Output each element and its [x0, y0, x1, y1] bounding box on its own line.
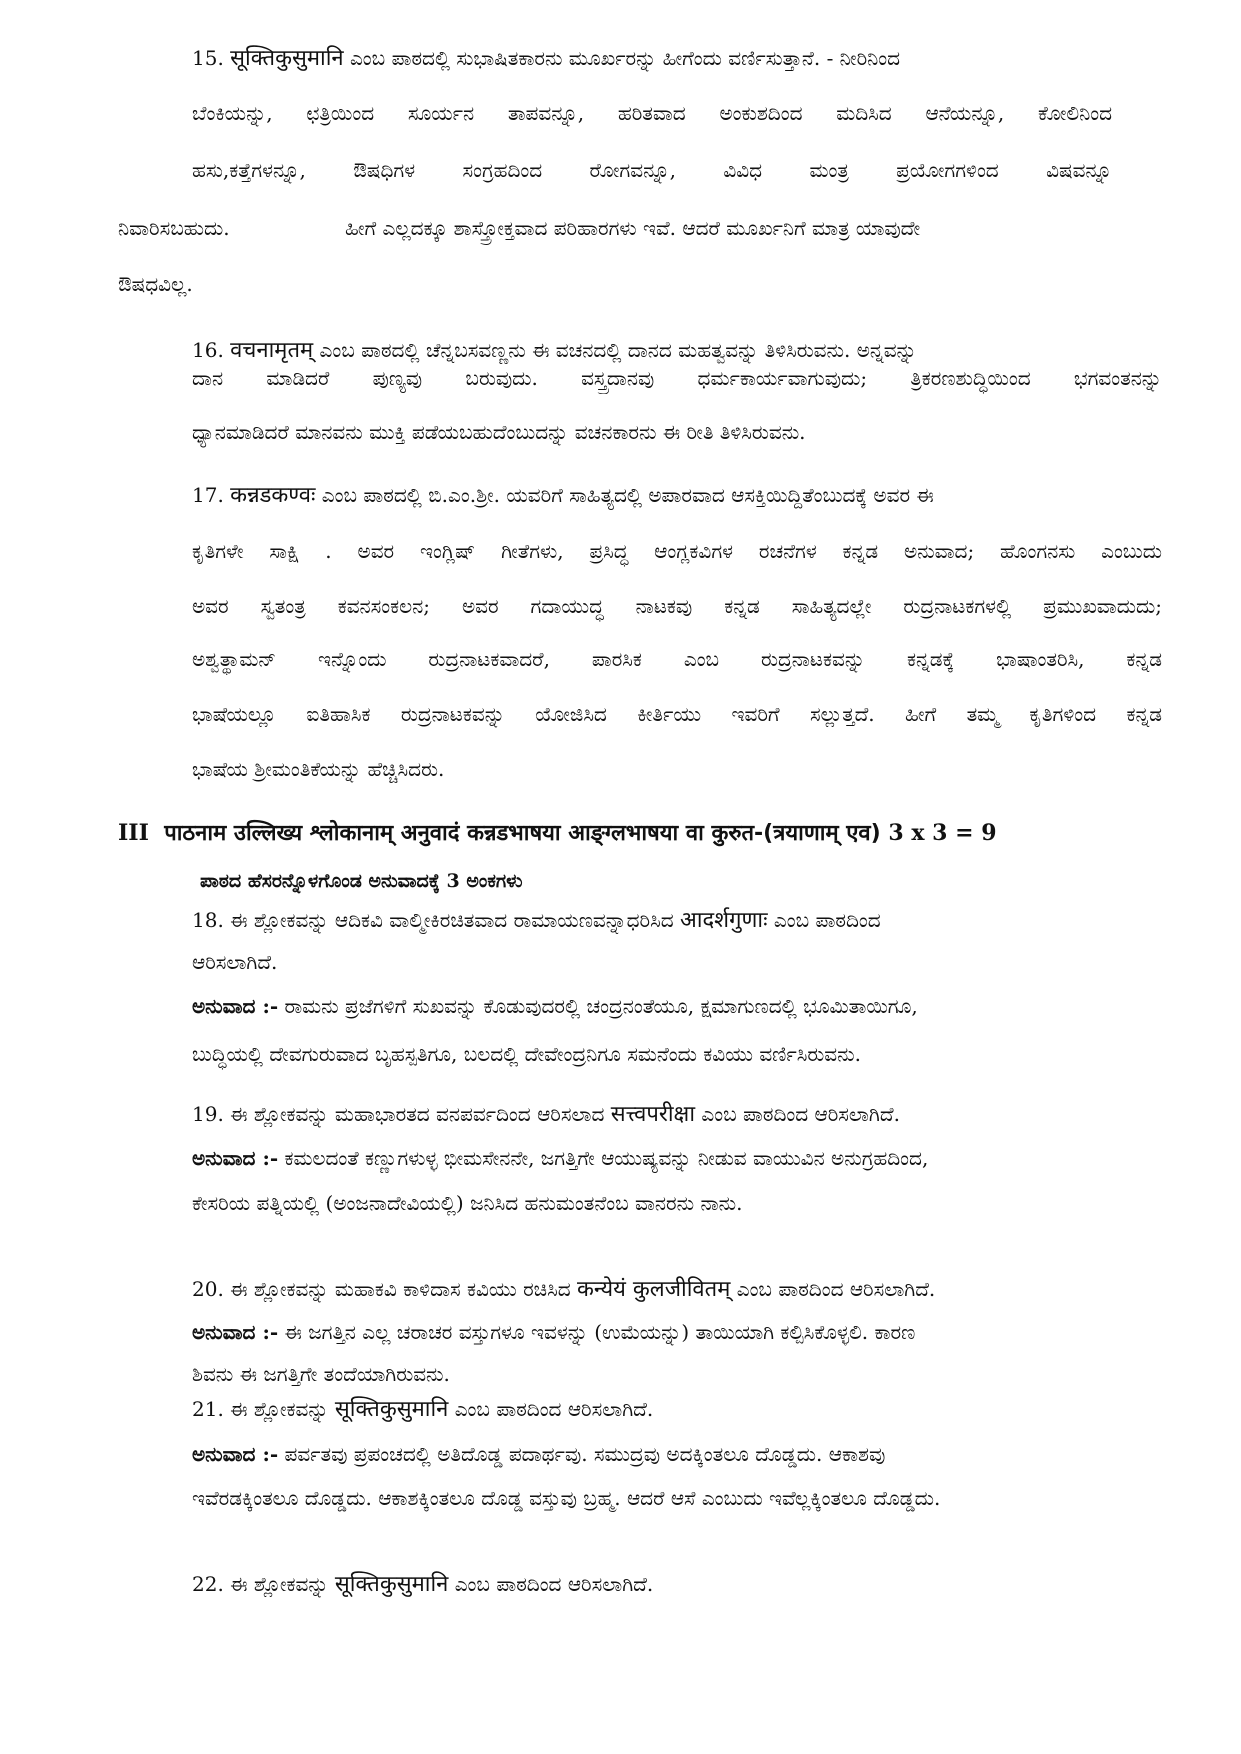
item-17-line-3: ಅವರ ಸ್ವತಂತ್ರ ಕವನಸಂಕಲನ; ಅವರ ಗದಾಯುದ್ಧ ನಾಟಕವು ಕನ್ನಡ ಸಾಹಿತ್ಯದಲ್ಲೇ ರುದ್ರನಾಟಕಗಳಲ್ಲಿ ಪ್ರಮುಖವಾದುದು; [192, 594, 1162, 618]
item-18-line-2: ಆರಿಸಲಾಗಿದೆ. [192, 950, 278, 974]
item-16-text: ಎಂಬ ಪಾಠದಲ್ಲಿ ಚೆನ್ನಬಸವಣ್ಣನು ಈ ವಚನದಲ್ಲಿ ದಾನದ ಮಹತ್ವವನ್ನು ತಿಳಿಸಿರುವನು. ಅನ್ನವನ್ನು [319, 338, 917, 362]
item-18-line-1 [192, 906, 881, 935]
item-19-translation-text: ಕಮಲದಂತೆ ಕಣ್ಣುಗಳುಳ್ಳ ಭೀಮಸೇನನೇ, ಜಗತ್ತಿಗೇ ಆಯುಷ್ಯವನ್ನು ನೀಡುವ ವಾಯುವಿನ ಅನುಗ್ರಹದಿಂದ, [284, 1146, 929, 1170]
item-19-translation-2: ಕೇಸರಿಯ ಪತ್ನಿಯಲ್ಲಿ (ಅಂಜನಾದೇವಿಯಲ್ಲಿ) ಜನಿಸಿದ ಹನುಮಂತನೆಂಬ ವಾನರನು ನಾನು. [192, 1191, 743, 1215]
item-21-translation-1 [192, 1440, 885, 1468]
item-15-line-1 [192, 44, 900, 73]
item-20-translation-2: ಶಿವನು ಈ ಜಗತ್ತಿಗೇ ತಂದೆಯಾಗಿರುವನು. [192, 1362, 450, 1386]
item-17-line-2: ಕೃತಿಗಳೇ ಸಾಕ್ಷಿ . ಅವರ ಇಂಗ್ಲಿಷ್ ಗೀತೆಗಳು, ಪ್ರಸಿದ್ಧ ಆಂಗ್ಲಕವಿಗಳ ರಚನೆಗಳ ಕನ್ನಡ ಅನುವಾದ; ಹೊಂಗನಸು ಎಂಬುದು [192, 539, 1162, 563]
item-21-title: सूक्तिकुसुमानि [334, 1397, 449, 1422]
item-19-title: सत्त्वपरीक्षा [610, 1102, 696, 1127]
item-19-line-1 [192, 1100, 900, 1129]
item-17-title: कन्नडकण्वः [230, 483, 316, 508]
item-16-title: वचनामृतम् [230, 338, 314, 363]
item-20-text: ಎಂಬ ಪಾಠದಿಂದ ಆರಿಸಲಾಗಿದೆ. [736, 1277, 936, 1301]
item-20-title: कन्येयं कुलजीवितम् [577, 1277, 731, 1302]
item-20-translation-text: ಈ ಜಗತ್ತಿನ ಎಲ್ಲ ಚರಾಚರ ವಸ್ತುಗಳೂ ಇವಳನ್ನು (ಉಮೆಯನ್ನು) ತಾಯಿಯಾಗಿ ಕಲ್ಪಿಸಿಕೊಳ್ಳಲಿ. ಕಾರಣ [284, 1320, 916, 1344]
item-19-intro: 19. ಈ ಶ್ಲೋಕವನ್ನು ಮಹಾಭಾರತದ ವನಪರ್ವದಿಂದ ಆರಿಸಲಾದ [192, 1102, 605, 1126]
item-17-number: 17. [192, 483, 224, 507]
item-21-intro: 21. ಈ ಶ್ಲೋಕವನ್ನು [192, 1397, 329, 1421]
item-18-translation-text: ರಾಮನು ಪ್ರಜೆಗಳಿಗೆ ಸುಖವನ್ನು ಕೊಡುವುದರಲ್ಲಿ ಚಂದ್ರನಂತೆಯೂ, ಕ್ಷಮಾಗುಣದಲ್ಲಿ ಭೂಮಿತಾಯಿಗೂ, [284, 994, 918, 1018]
section-3-roman: III [118, 820, 149, 846]
item-17-line-5: ಭಾಷೆಯಲ್ಲೂ ಐತಿಹಾಸಿಕ ರುದ್ರನಾಟಕವನ್ನು ಯೋಜಿಸಿದ ಕೀರ್ತಿಯು ಇವರಿಗೆ ಸಲ್ಲುತ್ತದೆ. ಹೀಗೆ ತಮ್ಮ ಕೃತಿಗಳಿಂದ ಕನ್ನಡ [192, 702, 1162, 726]
item-16-number: 16. [192, 338, 224, 362]
item-19-translation-1 [192, 1144, 928, 1172]
item-18-translation-1 [192, 992, 918, 1020]
item-19-text: ಎಂಬ ಪಾಠದಿಂದ ಆರಿಸಲಾಗಿದೆ. [701, 1102, 900, 1126]
item-15-text: ಎಂಬ ಪಾಠದಲ್ಲಿ ಸುಭಾಷಿತಕಾರನು ಮೂರ್ಖರನ್ನು ಹೀಗೆಂದು ವರ್ಣಿಸುತ್ತಾನೆ. - ನೀರಿನಿಂದ [349, 46, 901, 70]
translation-label: ಅನುವಾದ :- [192, 1320, 279, 1344]
item-20-line-1 [192, 1275, 935, 1304]
item-21-line-1 [192, 1395, 653, 1424]
item-15-line-2: ಬೆಂಕಿಯನ್ನು, ಛತ್ರಿಯಿಂದ ಸೂರ್ಯನ ತಾಪವನ್ನೂ, ಹರಿತವಾದ ಅಂಕುಶದಿಂದ ಮದಿಸಿದ ಆನೆಯನ್ನೂ, ಕೋಲಿನಿಂದ [192, 101, 1112, 125]
item-21-translation-2: ಇವೆರಡಕ್ಕಿಂತಲೂ ದೊಡ್ಡದು. ಆಕಾಶಕ್ಕಿಂತಲೂ ದೊಡ್ಡ ವಸ್ತುವು ಬ್ರಹ್ಮ. ಆದರೆ ಆಸೆ ಎಂಬುದು ಇವೆಲ್ಲಕ್ಕಿಂತಲೂ ದೊಡ್ಡದು. [192, 1486, 941, 1510]
item-22-text: ಎಂಬ ಪಾಠದಿಂದ ಆರಿಸಲಾಗಿದೆ. [454, 1572, 654, 1596]
item-18-intro: 18. ಈ ಶ್ಲೋಕವನ್ನು ಆದಿಕವಿ ವಾಲ್ಮೀಕಿರಚಿತವಾದ ರಾಮಾಯಣವನ್ನಾಧರಿಸಿದ [192, 908, 674, 932]
item-16-line-2: ದಾನ ಮಾಡಿದರೆ ಪುಣ್ಯವು ಬರುವುದು. ವಸ್ತ್ರದಾನವು ಧರ್ಮಕಾರ್ಯವಾಗುವುದು; ತ್ರಿಕರಣಶುದ್ಧಿಯಿಂದ ಭಗವಂತನನ್ನು [192, 366, 1162, 390]
section-3-marks: 3 x 3 = 9 [888, 820, 997, 846]
item-18-title: आदर्शगुणाः [680, 908, 768, 933]
item-22-intro: 22. ಈ ಶ್ಲೋಕವನ್ನು [192, 1572, 329, 1596]
item-18-translation-2: ಬುದ್ಧಿಯಲ್ಲಿ ದೇವಗುರುವಾದ ಬೃಹಸ್ಪತಿಗೂ, ಬಲದಲ್ಲಿ ದೇವೇಂದ್ರನಿಗೂ ಸಮನೆಂದು ಕವಿಯು ವರ್ಣಿಸಿರುವನು. [192, 1042, 861, 1066]
section-3-instruction: पाठनाम उल्लिख्य श्लोकानाम् अनुवादं कन्नडभाषया आङ्ग्लभाषया वा कुरुत-(त्रयाणाम् एव) [164, 821, 881, 846]
item-20-translation-1 [192, 1318, 915, 1346]
item-21-text: ಎಂಬ ಪಾಠದಿಂದ ಆರಿಸಲಾಗಿದೆ. [454, 1397, 654, 1421]
item-22-line-1 [192, 1570, 653, 1599]
item-15-line-3: ಹಸು,ಕತ್ತೆಗಳನ್ನೂ, ಔಷಧಿಗಳ ಸಂಗ್ರಹದಿಂದ ರೋಗವನ್ನೂ, ವಿವಿಧ ಮಂತ್ರ ಪ್ರಯೋಗಗಳಿಂದ ವಿಷವನ್ನೂ [192, 158, 1112, 182]
item-15-line-4b: ಹೀಗೆ ಎಲ್ಲದಕ್ಕೂ ಶಾಸ್ತ್ರೋಕ್ತವಾದ ಪರಿಹಾರಗಳು ಇವೆ. ಆದರೆ ಮೂರ್ಖನಿಗೆ ಮಾತ್ರ ಯಾವುದೇ [345, 216, 921, 240]
item-17-line-6: ಭಾಷೆಯ ಶ್ರೀಮಂತಿಕೆಯನ್ನು ಹೆಚ್ಚಿಸಿದರು. [192, 757, 445, 781]
item-16-line-3: ಧ್ಯಾನಮಾಡಿದರೆ ಮಾನವನು ಮುಕ್ತಿ ಪಡೆಯಬಹುದೆಂಬುದನ್ನು ವಚನಕಾರನು ಈ ರೀತಿ ತಿಳಿಸಿರುವನು. [192, 420, 806, 444]
item-15-number: 15. [192, 46, 224, 70]
item-17-line-1 [192, 481, 934, 510]
item-20-intro: 20. ಈ ಶ್ಲೋಕವನ್ನು ಮಹಾಕವಿ ಕಾಳಿದಾಸ ಕವಿಯು ರಚಿಸಿದ [192, 1277, 571, 1301]
item-15-title: सूक्तिकुसुमानि [230, 46, 344, 71]
translation-label: ಅನುವಾದ :- [192, 1442, 279, 1466]
item-15-line-4a: ನಿವಾರಿಸಬಹುದು. [118, 216, 230, 240]
item-16-line-1 [192, 336, 917, 365]
translation-label: ಅನುವಾದ :- [192, 994, 279, 1018]
section-3-subheading: ಪಾಠದ ಹೆಸರನ್ನೊಳಗೊಂಡ ಅನುವಾದಕ್ಕೆ 3 ಅಂಕಗಳು [200, 870, 523, 892]
translation-label: ಅನುವಾದ :- [192, 1146, 279, 1170]
item-18-text: ಎಂಬ ಪಾಠದಿಂದ [773, 908, 881, 932]
item-21-translation-text: ಪರ್ವತವು ಪ್ರಪಂಚದಲ್ಲಿ ಅತಿದೊಡ್ಡ ಪದಾರ್ಥವು. ಸಮುದ್ರವು ಅದಕ್ಕಿಂತಲೂ ದೊಡ್ಡದು. ಆಕಾಶವು [284, 1442, 886, 1466]
item-17-text: ಎಂಬ ಪಾಠದಲ್ಲಿ ಬಿ.ಎಂ.ಶ್ರೀ. ಯವರಿಗೆ ಸಾಹಿತ್ಯದಲ್ಲಿ ಅಪಾರವಾದ ಆಸಕ್ತಿಯಿದ್ದಿತೆಂಬುದಕ್ಕೆ ಅವರ ಈ [321, 483, 934, 507]
item-15-line-5: ಔಷಧವಿಲ್ಲ. [118, 272, 193, 296]
section-3-heading [118, 819, 997, 848]
item-17-line-4: ಅಶ್ವತ್ಥಾಮನ್ ಇನ್ನೊಂದು ರುದ್ರನಾಟಕವಾದರೆ, ಪಾರಸಿಕ ಎಂಬ ರುದ್ರನಾಟಕವನ್ನು ಕನ್ನಡಕ್ಕೆ ಭಾಷಾಂತರಿಸಿ, ಕನ್ನಡ [192, 647, 1162, 671]
item-22-title: सूक्तिकुसुमानि [334, 1572, 449, 1597]
